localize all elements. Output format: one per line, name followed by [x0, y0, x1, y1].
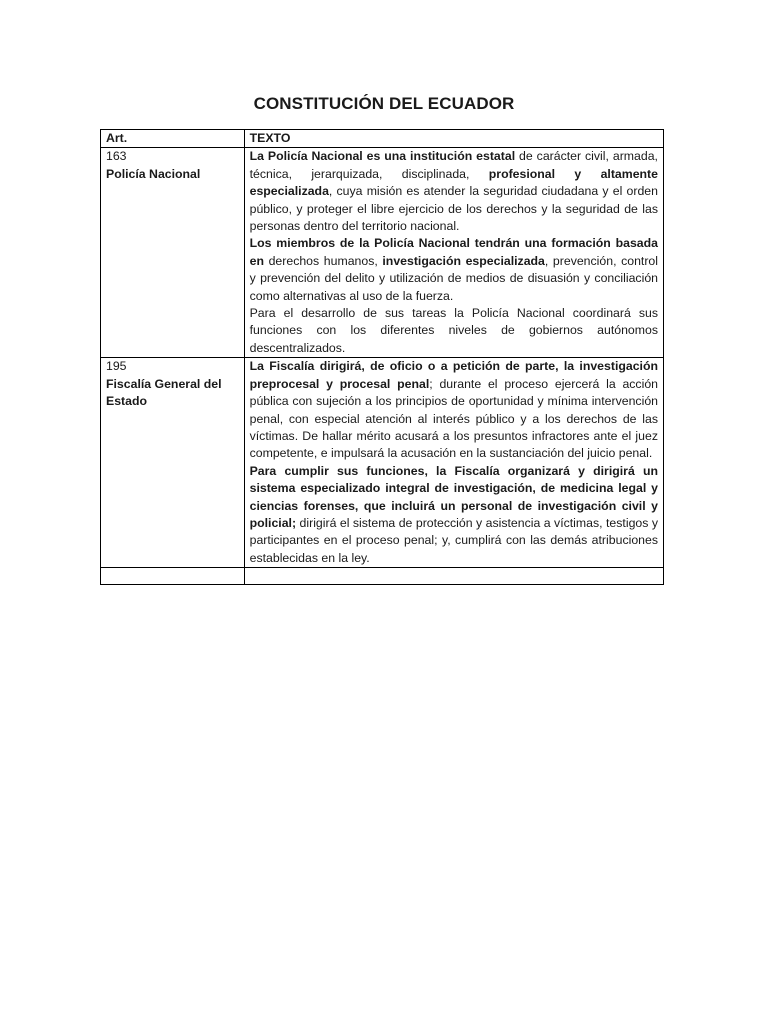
text-segment: Los miembros de la Policía Nacional tendrán una formación basada en	[249, 236, 658, 268]
text-segment: profesional y altamente especializada	[249, 166, 658, 199]
text-segment: , prevención, control y prevención del delito y utilización de medios de disuasión y conciliación como alternativas al uso de la fuerza.	[249, 253, 659, 303]
article-text-cell	[244, 148, 663, 358]
header-text: TEXTO	[244, 130, 663, 148]
constitution-table	[100, 129, 664, 585]
article-text-cell	[244, 358, 663, 568]
article-paragraph	[250, 305, 658, 357]
text-segment: , cuya misión es atender la seguridad ciudadana y el orden público, y proteger el libre ejercicio de los derechos y la seguridad de las personas dentro del territorio nacional.	[249, 184, 658, 234]
text-segment: ; durante el proceso ejercerá la acción pública con sujeción a los principios de oportunidad y mínima intervención penal, con especial atención al interés público y a los derechos de las víctimas. De hallar mérito acusará a los presuntos infractores ante el juez competente, e impulsará la acusación en la sustanciación del juicio penal.	[249, 376, 658, 461]
empty-table-row	[101, 568, 664, 585]
text-segment: dirigirá el sistema de protección y asistencia a víctimas, testigos y participantes en el proceso penal; y, cumplirá con las demás atribuciones establecidas en la ley.	[249, 515, 658, 565]
article-paragraph	[250, 148, 658, 235]
text-segment: Para cumplir sus funciones, la Fiscalía organizará y dirigirá un sistema especializado integral de investigación, de medicina legal y ciencias forenses, que incluirá un personal de investigación civil y policial;	[249, 463, 658, 530]
header-art: Art.	[101, 130, 245, 148]
article-number: 163	[106, 149, 127, 164]
text-segment: La Policía Nacional es una institución estatal	[249, 149, 516, 164]
text-segment: de carácter civil, armada, técnica, jerarquizada, disciplinada,	[249, 149, 658, 181]
article-paragraph	[250, 358, 658, 462]
text-segment: investigación especializada	[382, 253, 545, 268]
table-row	[101, 148, 664, 358]
text-segment: La Fiscalía dirigirá, de oficio o a petición de parte, la investigación preprocesal y procesal penal	[249, 359, 658, 391]
text-segment: derechos humanos,	[263, 253, 383, 268]
table-header-row	[101, 130, 664, 148]
article-cell	[101, 358, 245, 568]
article-name: Fiscalía General del Estado	[106, 376, 222, 409]
article-cell	[101, 148, 245, 358]
page-title: CONSTITUCIÓN DEL ECUADOR	[253, 94, 515, 113]
empty-cell	[244, 568, 663, 585]
article-paragraph	[250, 463, 658, 567]
article-number: 195	[106, 359, 127, 374]
empty-cell	[101, 568, 245, 585]
text-segment: Para el desarrollo de sus tareas la Policía Nacional coordinará sus funciones con los diferentes niveles de gobiernos autónomos descentralizados.	[249, 306, 658, 355]
article-name: Policía Nacional	[106, 166, 201, 181]
article-paragraph	[250, 235, 658, 305]
table-row	[101, 358, 664, 568]
